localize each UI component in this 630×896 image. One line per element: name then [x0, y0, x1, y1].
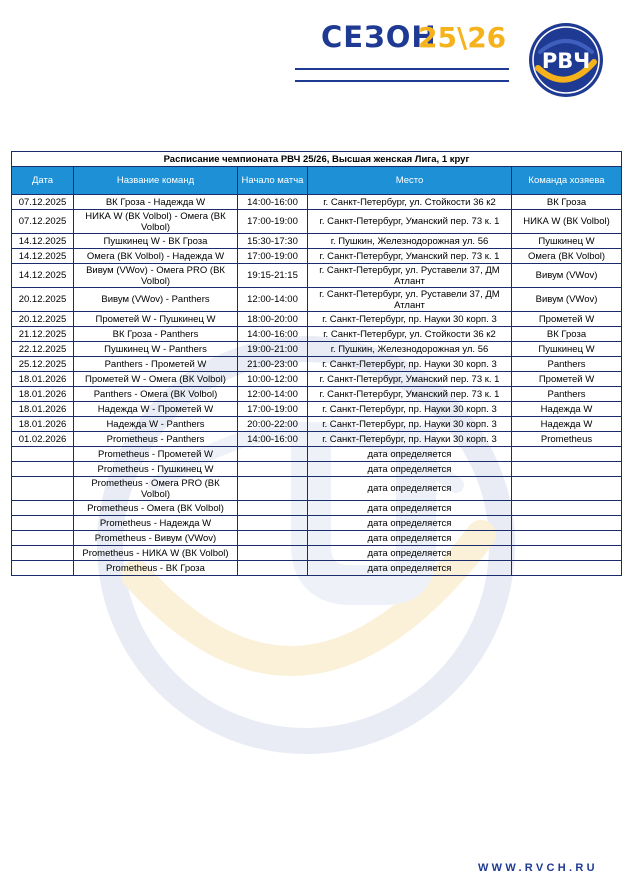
cell-place: г. Санкт-Петербург, Уманский пер. 73 к. 1: [308, 372, 512, 387]
cell-place: г. Санкт-Петербург, ул. Стойкости 36 к2: [308, 195, 512, 210]
cell-teams: Пушкинец W - ВК Гроза: [74, 234, 238, 249]
cell-teams: НИКА W (ВК Volbol) - Омега (ВК Volbol): [74, 210, 238, 234]
cell-host: НИКА W (ВК Volbol): [512, 210, 622, 234]
table-row: [12, 546, 622, 561]
rvch-logo: [528, 22, 604, 98]
cell-time: 19:00-21:00: [238, 342, 308, 357]
table-row: [12, 447, 622, 462]
season-title: СЕЗОН: [321, 20, 437, 54]
cell-host: Надежда W: [512, 417, 622, 432]
cell-place: г. Санкт-Петербург, пр. Науки 30 корп. 3: [308, 432, 512, 447]
col-header-date: Дата: [12, 167, 74, 195]
cell-date: [12, 447, 74, 462]
cell-teams: Надежда W - Panthers: [74, 417, 238, 432]
cell-date: [12, 531, 74, 546]
cell-teams: Panthers - Прометей W: [74, 357, 238, 372]
cell-host: Пушкинец W: [512, 342, 622, 357]
cell-time: [238, 561, 308, 576]
cell-time: 12:00-14:00: [238, 288, 308, 312]
cell-date: 22.12.2025: [12, 342, 74, 357]
cell-date: [12, 462, 74, 477]
header-divider-bottom: [295, 80, 509, 82]
table-row: [12, 264, 622, 288]
table-row: [12, 234, 622, 249]
cell-teams: Prometheus - Надежда W: [74, 516, 238, 531]
table-row: [12, 249, 622, 264]
cell-time: 14:00-16:00: [238, 432, 308, 447]
cell-time: 21:00-23:00: [238, 357, 308, 372]
table-row: [12, 372, 622, 387]
cell-place: дата определяется: [308, 447, 512, 462]
header-divider-top: [295, 68, 509, 70]
table-row: [12, 501, 622, 516]
table-row: [12, 288, 622, 312]
cell-date: 20.12.2025: [12, 288, 74, 312]
table-row: [12, 477, 622, 501]
table-row: [12, 327, 622, 342]
cell-time: [238, 501, 308, 516]
table-row: [12, 357, 622, 372]
cell-time: 20:00-22:00: [238, 417, 308, 432]
table-row: [12, 516, 622, 531]
cell-date: [12, 477, 74, 501]
cell-host: [512, 546, 622, 561]
cell-date: [12, 501, 74, 516]
cell-date: 21.12.2025: [12, 327, 74, 342]
cell-date: 18.01.2026: [12, 402, 74, 417]
cell-teams: Prometheus - ВК Гроза: [74, 561, 238, 576]
table-title-row: [12, 152, 622, 167]
cell-place: г. Санкт-Петербург, ул. Стойкости 36 к2: [308, 327, 512, 342]
col-header-host: Команда хозяева: [512, 167, 622, 195]
cell-place: дата определяется: [308, 501, 512, 516]
cell-teams: Прометей W - Омега (ВК Volbol): [74, 372, 238, 387]
table-row: [12, 387, 622, 402]
cell-time: [238, 447, 308, 462]
table-row: [12, 195, 622, 210]
cell-date: 25.12.2025: [12, 357, 74, 372]
table-row: [12, 531, 622, 546]
cell-place: г. Пушкин, Железнодорожная ул. 56: [308, 342, 512, 357]
cell-teams: Надежда W - Прометей W: [74, 402, 238, 417]
cell-time: 17:00-19:00: [238, 210, 308, 234]
cell-host: [512, 561, 622, 576]
col-header-place: Место: [308, 167, 512, 195]
cell-teams: Прометей W - Пушкинец W: [74, 312, 238, 327]
cell-time: [238, 531, 308, 546]
cell-place: дата определяется: [308, 516, 512, 531]
cell-teams: Prometheus - Panthers: [74, 432, 238, 447]
cell-teams: Prometheus - Вивум (VWov): [74, 531, 238, 546]
cell-place: г. Санкт-Петербург, ул. Руставели 37, ДМ Атлант: [308, 264, 512, 288]
season-number: 25\26: [418, 21, 507, 54]
cell-time: 12:00-14:00: [238, 387, 308, 402]
cell-date: 20.12.2025: [12, 312, 74, 327]
cell-date: 14.12.2025: [12, 249, 74, 264]
cell-date: 14.12.2025: [12, 234, 74, 249]
cell-host: Prometheus: [512, 432, 622, 447]
cell-teams: Пушкинец W - Panthers: [74, 342, 238, 357]
cell-host: [512, 477, 622, 501]
cell-date: 07.12.2025: [12, 195, 74, 210]
cell-place: дата определяется: [308, 531, 512, 546]
cell-time: 14:00-16:00: [238, 195, 308, 210]
cell-place: г. Санкт-Петербург, пр. Науки 30 корп. 3: [308, 402, 512, 417]
cell-time: 14:00-16:00: [238, 327, 308, 342]
table-row: [12, 417, 622, 432]
footer-website[interactable]: WWW.RVCH.RU: [478, 862, 598, 874]
cell-host: [512, 516, 622, 531]
cell-date: 18.01.2026: [12, 387, 74, 402]
cell-place: г. Пушкин, Железнодорожная ул. 56: [308, 234, 512, 249]
logo-text: РВЧ: [541, 49, 591, 73]
cell-date: 07.12.2025: [12, 210, 74, 234]
col-header-teams: Название команд: [74, 167, 238, 195]
cell-teams: ВК Гроза - Panthers: [74, 327, 238, 342]
table-row: [12, 462, 622, 477]
cell-teams: Вивум (VWov) - Омега PRO (ВК Volbol): [74, 264, 238, 288]
cell-time: 17:00-19:00: [238, 402, 308, 417]
cell-time: 18:00-20:00: [238, 312, 308, 327]
cell-date: 14.12.2025: [12, 264, 74, 288]
cell-date: [12, 516, 74, 531]
cell-date: [12, 561, 74, 576]
cell-host: Надежда W: [512, 402, 622, 417]
cell-host: ВК Гроза: [512, 327, 622, 342]
cell-teams: ВК Гроза - Надежда W: [74, 195, 238, 210]
cell-place: г. Санкт-Петербург, Уманский пер. 73 к. 1: [308, 387, 512, 402]
cell-date: 18.01.2026: [12, 417, 74, 432]
cell-time: [238, 516, 308, 531]
table-row: [12, 402, 622, 417]
cell-host: Омега (ВК Volbol): [512, 249, 622, 264]
cell-host: [512, 501, 622, 516]
table-row: [12, 432, 622, 447]
cell-teams: Prometheus - Пушкинец W: [74, 462, 238, 477]
table-row: [12, 561, 622, 576]
cell-teams: Panthers - Омега (ВК Volbol): [74, 387, 238, 402]
cell-time: 10:00-12:00: [238, 372, 308, 387]
cell-place: г. Санкт-Петербург, пр. Науки 30 корп. 3: [308, 312, 512, 327]
cell-teams: Prometheus - Омега (ВК Volbol): [74, 501, 238, 516]
table-row: [12, 342, 622, 357]
table-row: [12, 312, 622, 327]
cell-date: 18.01.2026: [12, 372, 74, 387]
cell-place: дата определяется: [308, 462, 512, 477]
cell-host: Вивум (VWov): [512, 264, 622, 288]
cell-place: дата определяется: [308, 546, 512, 561]
cell-host: [512, 462, 622, 477]
cell-place: г. Санкт-Петербург, ул. Руставели 37, ДМ Атлант: [308, 288, 512, 312]
cell-host: Panthers: [512, 357, 622, 372]
cell-place: г. Санкт-Петербург, пр. Науки 30 корп. 3: [308, 417, 512, 432]
cell-place: г. Санкт-Петербург, Уманский пер. 73 к. 1: [308, 249, 512, 264]
cell-teams: Омега (ВК Volbol) - Надежда W: [74, 249, 238, 264]
cell-place: г. Санкт-Петербург, Уманский пер. 73 к. 1: [308, 210, 512, 234]
cell-place: дата определяется: [308, 561, 512, 576]
cell-place: дата определяется: [308, 477, 512, 501]
cell-host: ВК Гроза: [512, 195, 622, 210]
cell-host: [512, 531, 622, 546]
cell-place: г. Санкт-Петербург, пр. Науки 30 корп. 3: [308, 357, 512, 372]
cell-host: Panthers: [512, 387, 622, 402]
table-body: [12, 195, 622, 576]
cell-time: 19:15-21:15: [238, 264, 308, 288]
cell-host: [512, 447, 622, 462]
cell-host: Прометей W: [512, 312, 622, 327]
cell-host: Прометей W: [512, 372, 622, 387]
cell-date: [12, 546, 74, 561]
col-header-time: Начало матча: [238, 167, 308, 195]
cell-teams: Prometheus - Омега PRO (ВК Volbol): [74, 477, 238, 501]
cell-time: [238, 546, 308, 561]
cell-teams: Prometheus - Прометей W: [74, 447, 238, 462]
cell-host: Вивум (VWov): [512, 288, 622, 312]
cell-teams: Вивум (VWov) - Panthers: [74, 288, 238, 312]
table-row: [12, 210, 622, 234]
cell-teams: Prometheus - НИКА W (ВК Volbol): [74, 546, 238, 561]
cell-time: 15:30-17:30: [238, 234, 308, 249]
cell-time: [238, 462, 308, 477]
cell-host: Пушкинец W: [512, 234, 622, 249]
schedule-table: [11, 151, 622, 576]
table-header-row: [12, 167, 622, 195]
table-title: Расписание чемпионата РВЧ 25/26, Высшая женская Лига, 1 круг: [12, 152, 622, 167]
cell-time: [238, 477, 308, 501]
cell-date: 01.02.2026: [12, 432, 74, 447]
cell-time: 17:00-19:00: [238, 249, 308, 264]
